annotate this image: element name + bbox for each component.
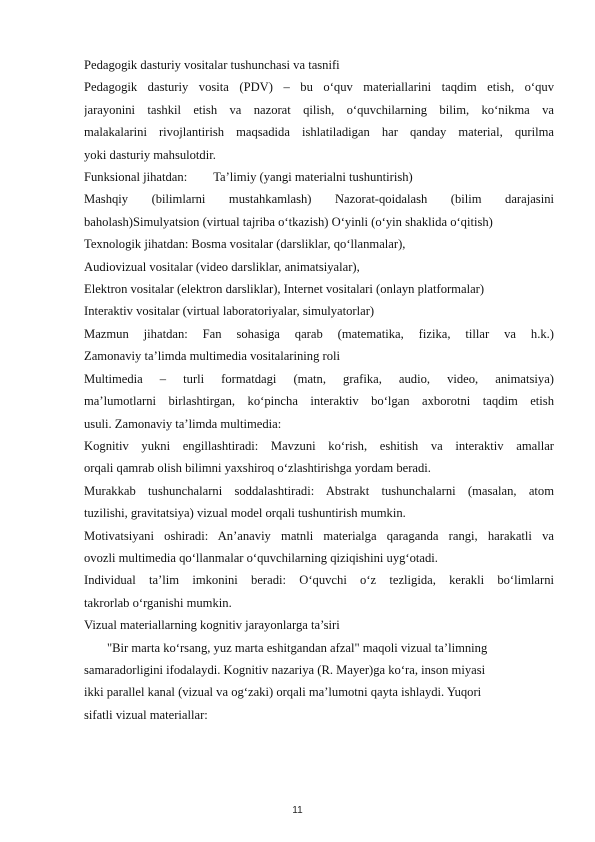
- page-number: 11: [292, 805, 303, 816]
- paragraph-line: jarayonini tashkil etish va nazorat qilish, o‘quvchilarning bilim, ko‘nikma va: [84, 102, 554, 117]
- paragraph-line: takrorlab o‘rganishi mumkin.: [84, 595, 232, 610]
- paragraph-line: Interaktiv vositalar (virtual laboratoriyalar, simulyatorlar): [84, 304, 375, 319]
- paragraph-line: Pedagogik dasturiy vosita (PDV) – bu o‘quv materiallarini taqdim etish, o‘quv: [84, 80, 554, 95]
- paragraph-line: samaradorligini ifodalaydi. Kognitiv nazariya (R. Mayer)ga ko‘ra, inson miyasi: [84, 662, 486, 677]
- paragraph-line: orqali qamrab olish bilimni yaxshiroq o‘zlashtirishga yordam beradi.: [84, 461, 431, 476]
- paragraph-line: ma’lumotlarni birlashtirgan, ko‘pincha interaktiv bo‘lgan axborotni taqdim etish: [84, 394, 554, 409]
- section-heading-multimedia: Zamonaviy ta’limda multimedia vositalarining roli: [84, 349, 341, 364]
- paragraph-line: Motivatsiyani oshiradi: An’anaviy matnli materialga qaraganda rangi, harakatli va: [84, 528, 554, 543]
- paragraph-line: ikki parallel kanal (vizual va og‘zaki) orqali ma’lumotni qayta ishlaydi. Yuqori: [84, 685, 482, 700]
- paragraph-line: Individual ta’lim imkonini beradi: O‘quvchi o‘z tezligida, kerakli bo‘limlarni: [84, 573, 554, 588]
- functional-item: Ta’limiy (yangi materialni tushuntirish): [213, 170, 413, 185]
- paragraph-line: sifatli vizual materiallar:: [84, 707, 208, 722]
- paragraph-line: Kognitiv yukni engillashtiradi: Mavzuni ko‘rish, eshitish va interaktiv amallar: [84, 438, 554, 453]
- functional-line: [84, 166, 554, 188]
- paragraph-line: Mazmun jihatdan: Fan sohasiga qarab (matematika, fizika, tillar va h.k.): [84, 326, 554, 341]
- paragraph-line: Elektron vositalar (elektron darsliklar), Internet vositalari (onlayn platformalar): [84, 282, 485, 297]
- paragraph-line: Multimedia – turli formatdagi (matn, grafika, audio, video, animatsiya): [84, 371, 554, 386]
- functional-label: Funksional jihatdan:: [84, 170, 188, 185]
- paragraph-line: ovozli multimedia qo‘llanmalar o‘quvchilarning qiziqishini uyg‘otadi.: [84, 550, 438, 565]
- paragraph-line: usuli. Zamonaviy ta’limda multimedia:: [84, 416, 282, 431]
- section-heading-pdv: Pedagogik dasturiy vositalar tushunchasi va tasnifi: [84, 58, 340, 72]
- paragraph-line: Audiovizual vositalar (video darsliklar, animatsiyalar),: [84, 259, 360, 274]
- paragraph-line: Mashqiy (bilimlarni mustahkamlash) Nazorat-qoidalash (bilim darajasini: [84, 192, 554, 207]
- paragraph-line: Murakkab tushunchalarni soddalashtiradi: Abstrakt tushunchalarni (masalan, atom: [84, 483, 554, 498]
- paragraph-line: Texnologik jihatdan: Bosma vositalar (darsliklar, qo‘llanmalar),: [84, 237, 406, 252]
- paragraph-line: baholash)Simulyatsion (virtual tajriba o‘tkazish) O‘yinli (o‘yin shaklida o‘qitish): [84, 214, 493, 229]
- page-body: [84, 54, 554, 726]
- paragraph-line-indented: "Bir marta ko‘rsang, yuz marta eshitgandan afzal" maqoli vizual ta’limning: [107, 640, 488, 655]
- paragraph-line: tuzilishi, gravitatsiya) vizual model orqali tushuntirish mumkin.: [84, 506, 406, 521]
- section-heading-visual: Vizual materiallarning kognitiv jarayonlarga ta’siri: [84, 618, 340, 633]
- paragraph-line: yoki dasturiy mahsulotdir.: [84, 147, 216, 162]
- paragraph-line: malakalarini rivojlantirish maqsadida ishlatiladigan har qanday material, qurilma: [84, 125, 554, 140]
